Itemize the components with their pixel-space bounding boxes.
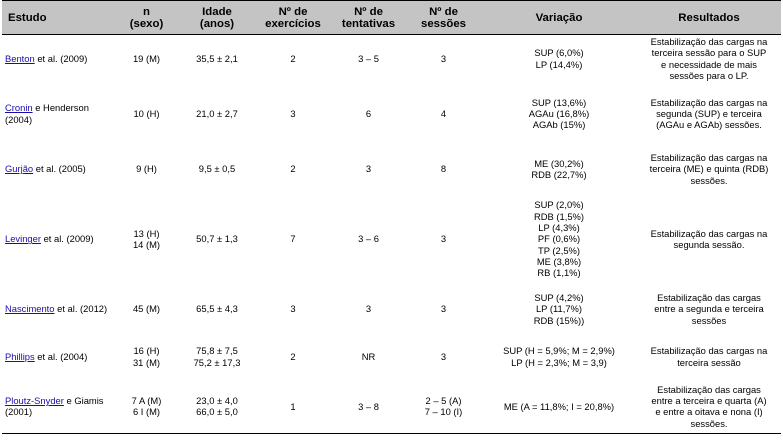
n-cell: 9 (H) [136, 163, 157, 175]
tentativas-cell: 3 [365, 163, 372, 175]
variacao-cell: SUP (2,0%) RDB (1,5%) LP (4,3%) PF (0,6%) TP (2,5%) ME (3,8%) RB (1,1%) [533, 199, 584, 279]
n-cell: 10 (H) [133, 107, 160, 119]
study-link[interactable]: Cronin [5, 102, 33, 114]
col-header-estudo: Estudo [2, 1, 114, 35]
col-header-tentativas: Nº de tentativas [331, 1, 406, 35]
header-row [2, 1, 781, 35]
n-cell: 7 A (M) 6 I (M) [114, 380, 179, 434]
variacao-cell: SUP (13,6%) AGAu (16,8%) AGAb (15%) [528, 96, 590, 131]
sessoes-cell: 3 [440, 303, 447, 315]
resultados-cell: Estabilização das cargas entre a segunda e terceira sessões [654, 292, 764, 326]
sessoes-cell: 8 [440, 163, 447, 175]
study-cell: Levinger et al. (2009) [5, 233, 94, 245]
sessoes-cell: 4 [440, 107, 447, 119]
study-cell: Nascimento et al. (2012) [5, 303, 108, 315]
col-header-exercicios: Nº de exercícios [255, 1, 331, 35]
sessoes-cell: 3 [440, 350, 447, 362]
exercicios-cell: 2 [290, 163, 296, 175]
study-link[interactable]: Benton [5, 53, 35, 65]
variacao-cell: ME (30,2%) RDB (22,7%) [531, 157, 587, 180]
idade-cell: 21,0 ± 2,7 [196, 107, 238, 119]
idade-cell: 75,8 ± 7,5 75,2 ± 17,3 [193, 345, 241, 368]
study-link[interactable]: Ploutz-Snyder [5, 394, 64, 406]
col-header-idade: Idade (anos) [179, 1, 255, 35]
table-row [2, 285, 781, 334]
resultados-cell: Estabilização das cargas entre a terceira e quarta (A) e entre a oitava e nona (I) sessões. [637, 380, 781, 434]
variacao-cell: SUP (H = 5,9%; M = 2,9%) LP (H = 2,3%; M = 3,9) [503, 345, 615, 368]
tentativas-cell: 3 [365, 303, 372, 315]
study-link[interactable]: Gurjão [5, 163, 34, 175]
sessoes-cell: 3 [440, 53, 447, 65]
sessoes-cell: 2 – 5 (A) 7 – 10 (I) [406, 380, 481, 434]
n-cell: 45 (M) [132, 303, 161, 315]
resultados-cell: Estabilização das cargas na terceira sessão para o SUP e necessidade de mais sessões para o LP. [650, 36, 768, 82]
study-cell: Benton et al. (2009) [5, 53, 88, 65]
table-row [2, 334, 781, 380]
studies-table [2, 0, 781, 434]
variacao-cell: SUP (4,2%) LP (11,7%) RDB (15%)) [533, 292, 585, 326]
tentativas-cell: 6 [365, 107, 372, 119]
n-cell: 16 (H) 31 (M) [132, 345, 161, 368]
exercicios-cell: 1 [255, 380, 331, 434]
resultados-cell: Estabilização das cargas na segunda (SUP) e terceira (AGAu e AGAb) sessões. [650, 96, 768, 131]
col-header-n: n (sexo) [114, 1, 179, 35]
idade-cell: 50,7 ± 1,3 [196, 233, 238, 245]
table-row [2, 145, 781, 194]
idade-cell: 9,5 ± 0,5 [198, 163, 236, 175]
tentativas-cell: NR [361, 350, 376, 362]
study-cell: Ploutz-Snyder e Giamis (2001) [2, 380, 114, 434]
tentativas-cell: 3 – 5 [358, 53, 379, 65]
resultados-cell: Estabilização das cargas na segunda sessão. [650, 227, 768, 250]
study-link[interactable]: Phillips [5, 350, 35, 362]
study-cell: Phillips et al. (2004) [5, 350, 88, 362]
n-cell: 19 (M) [132, 53, 161, 65]
variacao-cell: SUP (6,0%) LP (14,4%) [534, 47, 584, 70]
study-cell: Gurjão et al. (2005) [5, 163, 86, 175]
exercicios-cell: 7 [290, 233, 296, 245]
table-row [2, 83, 781, 145]
col-header-resultados: Resultados [637, 1, 781, 35]
sessoes-cell: 3 [440, 233, 447, 245]
variacao-cell: ME (A = 11,8%; I = 20,8%) [481, 380, 637, 434]
exercicios-cell: 2 [290, 53, 296, 65]
exercicios-cell: 3 [290, 107, 296, 119]
idade-cell: 65,5 ± 4,3 [196, 303, 238, 315]
idade-cell: 35,5 ± 2,1 [196, 53, 238, 65]
study-cell: Cronin e Henderson (2004) [5, 102, 89, 125]
table-row [2, 380, 781, 434]
table-row [2, 35, 781, 83]
study-link[interactable]: Nascimento [5, 303, 55, 315]
tentativas-cell: 3 – 6 [358, 233, 379, 245]
col-header-variacao: Variação [481, 1, 637, 35]
idade-cell: 23,0 ± 4,0 66,0 ± 5,0 [179, 380, 255, 434]
tentativas-cell: 3 – 8 [331, 380, 406, 434]
study-link[interactable]: Levinger [5, 233, 41, 245]
resultados-cell: Estabilização das cargas na terceira (ME) e quinta (RDB) sessões. [649, 152, 769, 186]
resultados-cell: Estabilização das cargas na terceira sessão [650, 345, 768, 368]
table-row [2, 194, 781, 285]
n-cell: 13 (H) 14 (M) [132, 227, 161, 250]
col-header-sessoes: Nº de sessões [406, 1, 481, 35]
exercicios-cell: 2 [290, 350, 296, 362]
exercicios-cell: 3 [290, 303, 296, 315]
